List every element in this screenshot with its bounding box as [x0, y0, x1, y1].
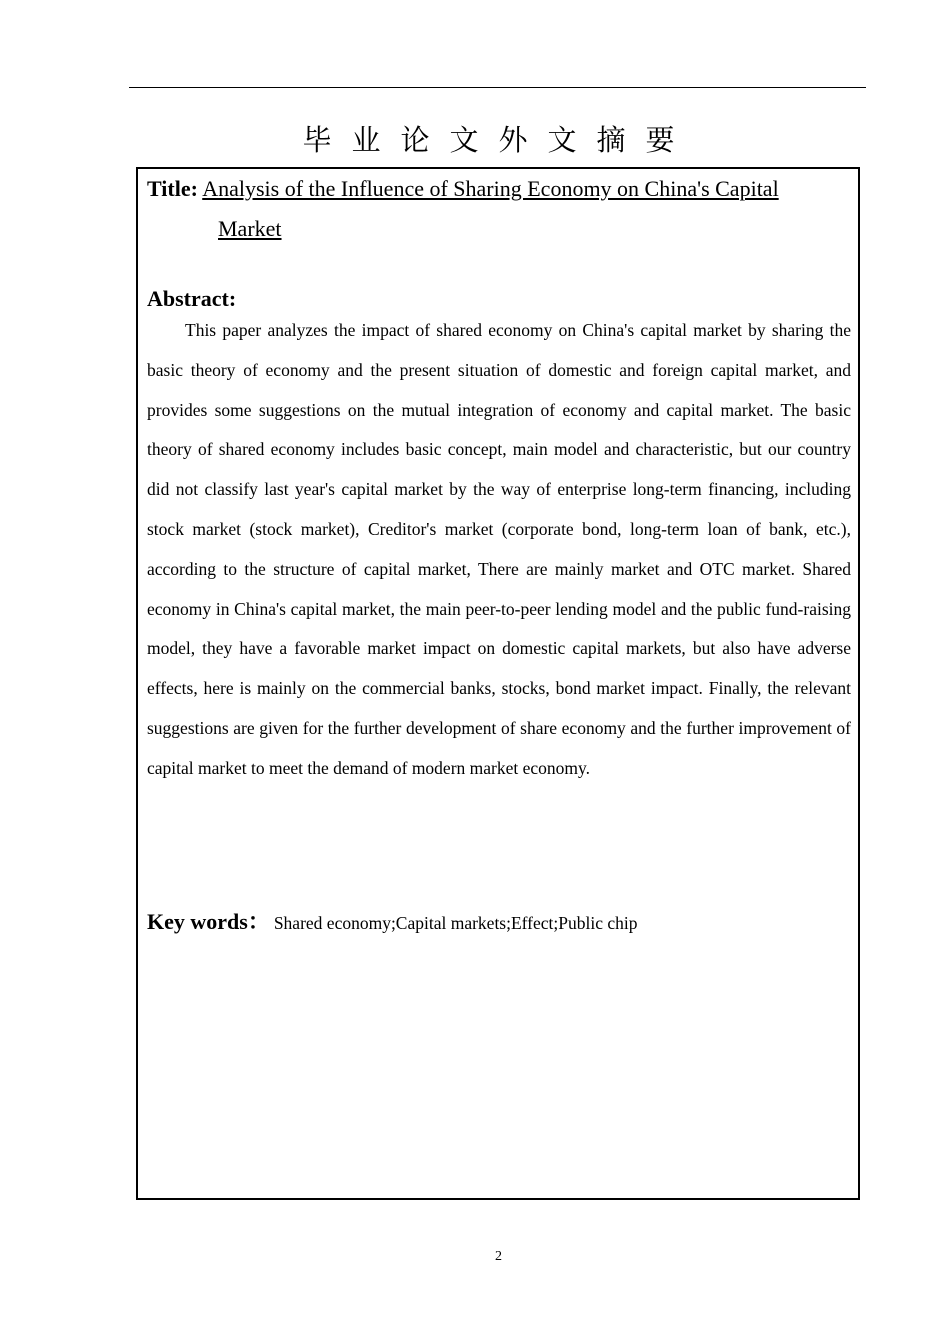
title-label: Title:	[147, 176, 198, 201]
page-number: 2	[495, 1249, 502, 1264]
keywords-value: Shared economy;Capital markets;Effect;Public chip	[273, 913, 638, 933]
header-rule	[129, 87, 866, 88]
title-text-line-2: Market	[218, 216, 282, 241]
abstract-box	[136, 167, 860, 1200]
keywords-label: Key words：	[147, 909, 270, 934]
document-heading: 毕业论文外文摘要	[302, 123, 695, 157]
title-row	[147, 169, 847, 241]
abstract-label: Abstract:	[147, 286, 237, 311]
keywords-row	[147, 902, 847, 945]
abstract-body: This paper analyzes the impact of shared economy on China's capital market by sharing the basic theory of economy and the present situation of domestic and foreign capital market, and provides some suggestions on the mutual integration of economy and capital market. The basic theory of shared economy includes basic concept, main model and characteristic, but our country did not classify last year's capital market by the way of enterprise long-term financing, including stock market (stock market), Creditor's market (corporate bond, long-term loan of bank, etc.), according to the structure of capital market, There are mainly market and OTC market. Shared economy in China's capital market, the main peer-to-peer lending model and the public fund-raising model, they have a favorable market impact on domestic capital markets, but also have adverse effects, here is mainly on the commercial banks, stocks, bond market impact. Finally, the relevant suggestions are given for the further development of share economy and the further improvement of capital market to meet the demand of modern market economy.	[147, 320, 851, 778]
title-text-line-1: Analysis of the Influence of Sharing Economy on China's Capital	[202, 176, 779, 201]
